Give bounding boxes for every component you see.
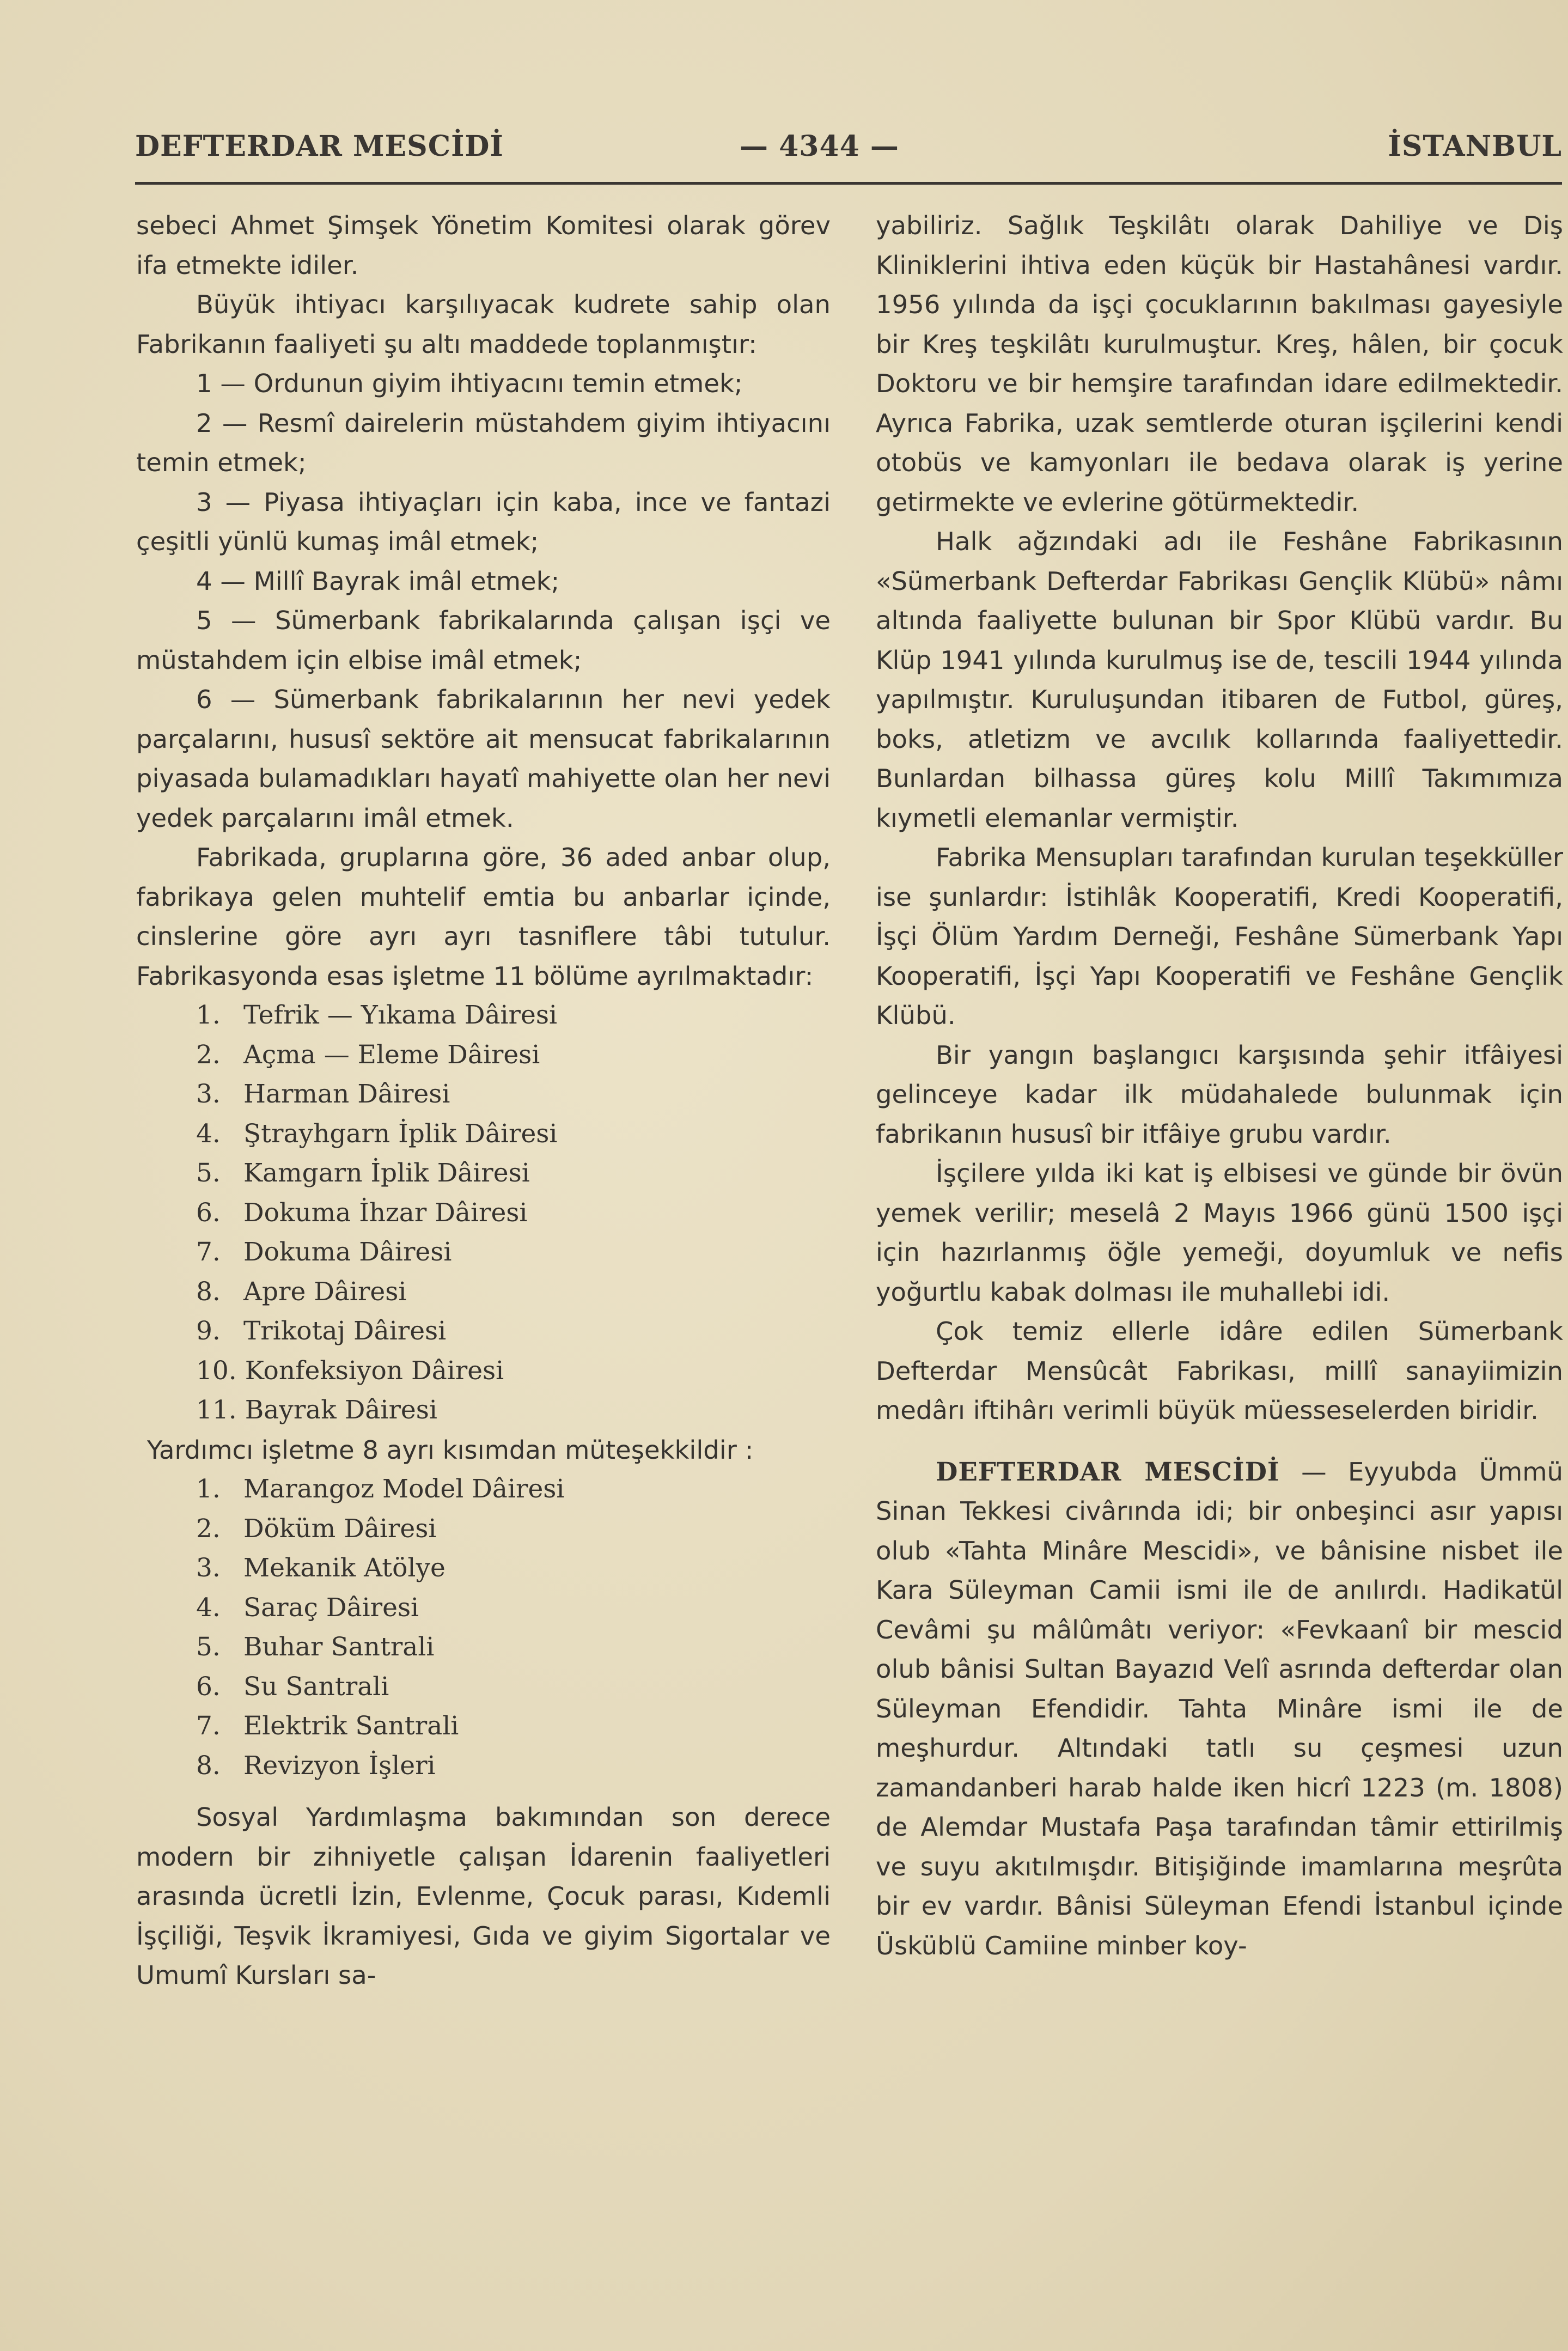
list-item: 8. Apre Dâiresi [196,1276,407,1307]
entry-body: — Eyyubda Ümmü Sinan Tekkesi civârında idi; bir onbeşinci asır yapısı olub «Tahta Minâre Mescidi», ve bânisine nisbet ile Kara Süleyman Camii ismi ile de anılırdı. Hadikatül Cevâmi şu mâlûmâtı veriyor: «Fevkaanî bir mescid olub bânisi Sultan Bayazıd Velî asrında defterdar olan Süleyman Efendidir. Tahta Minâre ismi ile de meşhurdur. Altındaki tatlı su çeşmesi uzun zamandanberi harab halde iken hicrî 1223 (m. 1808) de Alemdar Mustafa Paşa tarafından tâmir ettirilmiş ve suyu akıtılmışdır. Bitişiğinde imamlarına meşrûta bir ev vardır. Bânisi Süleyman Efendi İstanbul içinde Üsküblü Camiine minber koy- [876,1457,1563,1960]
list-item: 2. Döküm Dâiresi [196,1513,437,1544]
header-volume-title: İSTANBUL [1388,130,1562,163]
duty-item: 6 — Sümerbank fabrikalarının her nevi yedek parçalarını, hususî sektöre ait mensucat fabrikalarının piyasada bulamadıkları hayatî mahiyette olan her nevi yedek parçalarını imâl etmek. [136,685,831,833]
list-item: 3. Harman Dâiresi [196,1079,450,1109]
list-item: 5. Kamgarn İplik Dâiresi [196,1158,530,1188]
paragraph: Halk ağzındaki adı ile Feshâne Fabrikasının «Sümerbank Defterdar Fabrikası Gençlik Klübü» nâmı altında faaliyette bulunan bir Spor Klübü vardır. Bu Klüp 1941 yılında kurulmuş ise de, tescili 1944 yılında yapılmıştır. Kuruluşundan itibaren de Futbol, güreş, boks, atletizm ve avcılık kollarında faaliyettedir. Bunlardan bilhassa güreş kolu Millî Takımımıza kıymetli elemanlar vermiştir. [876,527,1563,833]
header-section-title: DEFTERDAR MESCİDİ [135,130,504,163]
list-item: 4. Ştrayhgarn İplik Dâiresi [196,1118,558,1149]
list-item: 4. Saraç Dâiresi [196,1592,419,1623]
list-item: 3. Mekanik Atölye [196,1553,446,1583]
list-item: 5. Buhar Santrali [196,1632,435,1662]
list-item: 6. Dokuma İhzar Dâiresi [196,1197,528,1228]
left-column [136,206,831,1995]
entry-title: DEFTERDAR MESCİDİ [936,1456,1280,1487]
running-header [135,130,1562,173]
header-rule [135,182,1562,185]
list-item: 10. Konfeksiyon Dâiresi [196,1355,504,1386]
list-item: 7. Dokuma Dâiresi [196,1237,452,1267]
list-item: 6. Su Santrali [196,1671,389,1702]
list-item: 7. Elektrik Santrali [196,1711,459,1741]
duty-item: 1 — Ordunun giyim ihtiyacını temin etmek; [196,369,743,398]
paragraph: yabiliriz. Sağlık Teşkilâtı olarak Dahiliye ve Diş Kliniklerini ihtiva eden küçük bir Hastahânesi vardır. 1956 yılında da işçi çocuklarının bakılması gayesiyle bir Kreş teşkilâtı kurulmuştur. Kreş, hâlen, bir çocuk Doktoru ve bir hemşire tarafından idare edilmektedir. Ayrıca Fabrika, uzak semtlerde oturan işçilerini kendi otobüs ve kamyonları ile bedava olarak iş yerine getirmekte ve evlerine götürmektedir. [876,211,1563,517]
paragraph: Yardımcı işletme 8 ayrı kısımdan müteşekkildir : [147,1435,754,1465]
paragraph: Fabrikada, gruplarına göre, 36 aded anbar olup, fabrikaya gelen muhtelif emtia bu anbarlar içinde, cinslerine göre ayrı ayrı tasniflere tâbi tutulur. Fabrikasyonda esas işletme 11 bölüme ayrılmaktadır: [136,843,831,991]
duty-item: 4 — Millî Bayrak imâl etmek; [196,566,560,596]
duty-item: 5 — Sümerbank fabrikalarında çalışan işçi ve müstahdem için elbise imâl etmek; [136,606,831,675]
main-units-list [136,996,831,1430]
paragraph: İşçilere yılda iki kat iş elbisesi ve günde bir övün yemek verilir; meselâ 2 Mayıs 1966 günü 1500 işçi için hazırlanmış öğle yemeği, doyumluk ve nefis yoğurtlu kabak dolması ile muhallebi idi. [876,1159,1563,1307]
list-item: 9. Trikotaj Dâiresi [196,1316,447,1346]
paragraph: Sosyal Yardımlaşma bakımından son derece modern bir zihniyetle çalışan İdarenin faaliyetleri arasında ücretli İzin, Evlenme, Çocuk parası, Kıdemli İşçiliği, Teşvik İkramiyesi, Gıda ve giyim Sigortalar ve Umumî Kursları sa- [136,1802,831,1990]
aux-units-list [136,1470,831,1786]
list-item: 8. Revizyon İşleri [196,1750,436,1781]
entry-paragraph [876,1452,1563,1966]
duty-item: 2 — Resmî dairelerin müstahdem giyim ihtiyacını temin etmek; [136,408,831,477]
paragraph: Fabrika Mensupları tarafından kurulan teşekküller ise şunlardır: İstihlâk Kooperatifi, Kredi Kooperatifi, İşçi Ölüm Yardım Derneği, Feshâne Sümerbank Yapı Kooperatifi, İşçi Yapı Kooperatifi ve Feshâne Gençlik Klübü. [876,843,1563,1030]
page-number: — 4344 — [740,130,899,163]
list-item: 2. Açma — Eleme Dâiresi [196,1039,540,1070]
right-column [876,206,1563,1965]
duty-item: 3 — Piyasa ihtiyaçları için kaba, ince ve fantazi çeşitli yünlü kumaş imâl etmek; [136,487,831,556]
paragraph: Büyük ihtiyacı karşılıyacak kudrete sahip olan Fabrikanın faaliyeti şu altı maddede toplanmıştır: [136,290,831,359]
paragraph: Çok temiz ellerle idâre edilen Sümerbank Defterdar Mensûcât Fabrikası, millî sanayiimizin medârı iftihârı verimli büyük müesseselerden biridir. [876,1317,1563,1425]
paragraph: sebeci Ahmet Şimşek Yönetim Komitesi olarak görev ifa etmekte idiler. [136,211,831,280]
list-item: 1. Tefrik — Yıkama Dâiresi [196,1000,557,1030]
paragraph: Bir yangın başlangıcı karşısında şehir itfâiyesi gelinceye kadar ilk müdahalede bulunmak için fabrikanın hususî bir itfâiye grubu vardır. [876,1040,1563,1149]
list-item: 1. Marangoz Model Dâiresi [196,1474,565,1504]
list-item: 11. Bayrak Dâiresi [196,1395,437,1425]
